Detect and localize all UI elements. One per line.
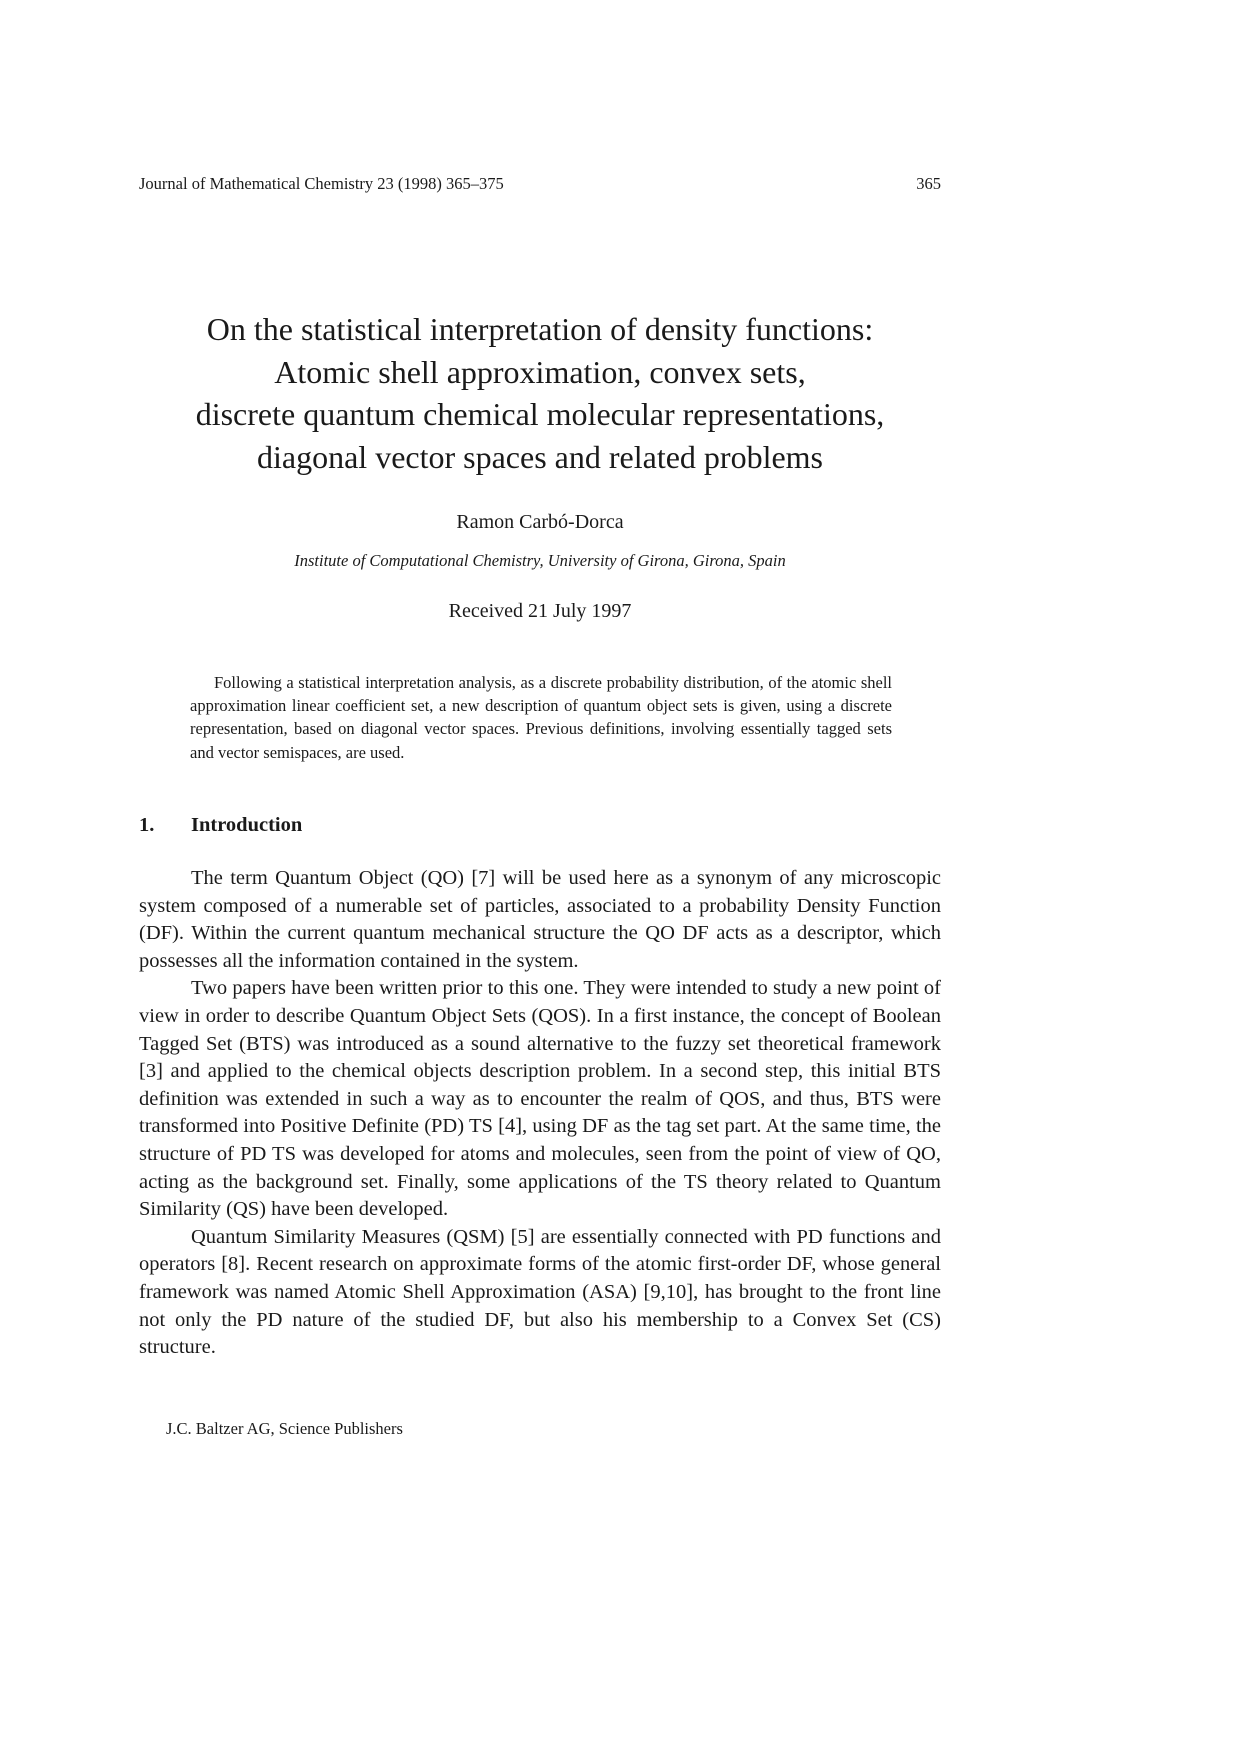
author-name: Ramon Carbó-Dorca (456, 511, 624, 533)
section-heading (139, 813, 302, 837)
publisher-footer: J.C. Baltzer AG, Science Publishers (166, 1419, 403, 1438)
section-title: Introduction (191, 814, 303, 836)
article-title (139, 308, 941, 478)
received-date: Received 21 July 1997 (448, 600, 632, 622)
section-body (139, 865, 941, 1362)
author-affiliation: Institute of Computational Chemistry, University of Girona, Girona, Spain (294, 551, 786, 570)
page-number: 365 (916, 174, 941, 193)
title-line: On the statistical interpretation of density functions: (206, 311, 874, 347)
body-paragraph: Quantum Similarity Measures (QSM) [5] are essentially connected with PD functions and operators [8]. Recent research on approximate forms of the atomic first-order DF, whose general framework was named Atomic Shell Approximation (ASA) [9,10], has brought to the front line not only the PD nature of the studied DF, but also his membership to a Convex Set (CS) structure. (139, 1225, 941, 1359)
body-paragraph: Two papers have been written prior to this one. They were intended to study a new point of view in order to describe Quantum Object Sets (QOS). In a first instance, the concept of Boolean Tagged Set (BTS) was introduced as a sound alternative to the fuzzy set theoretical framework [3] and applied to the chemical objects description problem. In a second step, this initial BTS definition was extended in such a way as to encounter the realm of QOS, and thus, BTS were transformed into Positive Definite (PD) TS [4], using DF as the tag set part. At the same time, the structure of PD TS was developed for atoms and molecules, seen from the point of view of QO, acting as the background set. Finally, some applications of the TS theory related to Quantum Similarity (QS) have been developed. (139, 977, 941, 1221)
journal-citation: Journal of Mathematical Chemistry 23 (1998) 365–375 (139, 174, 504, 193)
body-paragraph: The term Quantum Object (QO) [7] will be used here as a synonym of any microscopic system composed of a numerable set of particles, associated to a probability Density Function (DF). Within the current quantum mechanical structure the QO DF acts as a descriptor, which possesses all the information contained in the system. (139, 867, 941, 972)
title-line: Atomic shell approximation, convex sets, (274, 353, 806, 390)
title-line: diagonal vector spaces and related problems (257, 438, 823, 475)
running-head (139, 174, 941, 194)
title-line: discrete quantum chemical molecular representations, (195, 396, 885, 432)
abstract: Following a statistical interpretation analysis, as a discrete probability distribution, of the atomic shell approximation linear coefficient set, a new description of quantum object sets is given, using a discrete representation, based on diagonal vector spaces. Previous definitions, involving essentially tagged sets and vector semispaces, are used. (190, 673, 892, 762)
section-number: 1. (139, 814, 155, 836)
